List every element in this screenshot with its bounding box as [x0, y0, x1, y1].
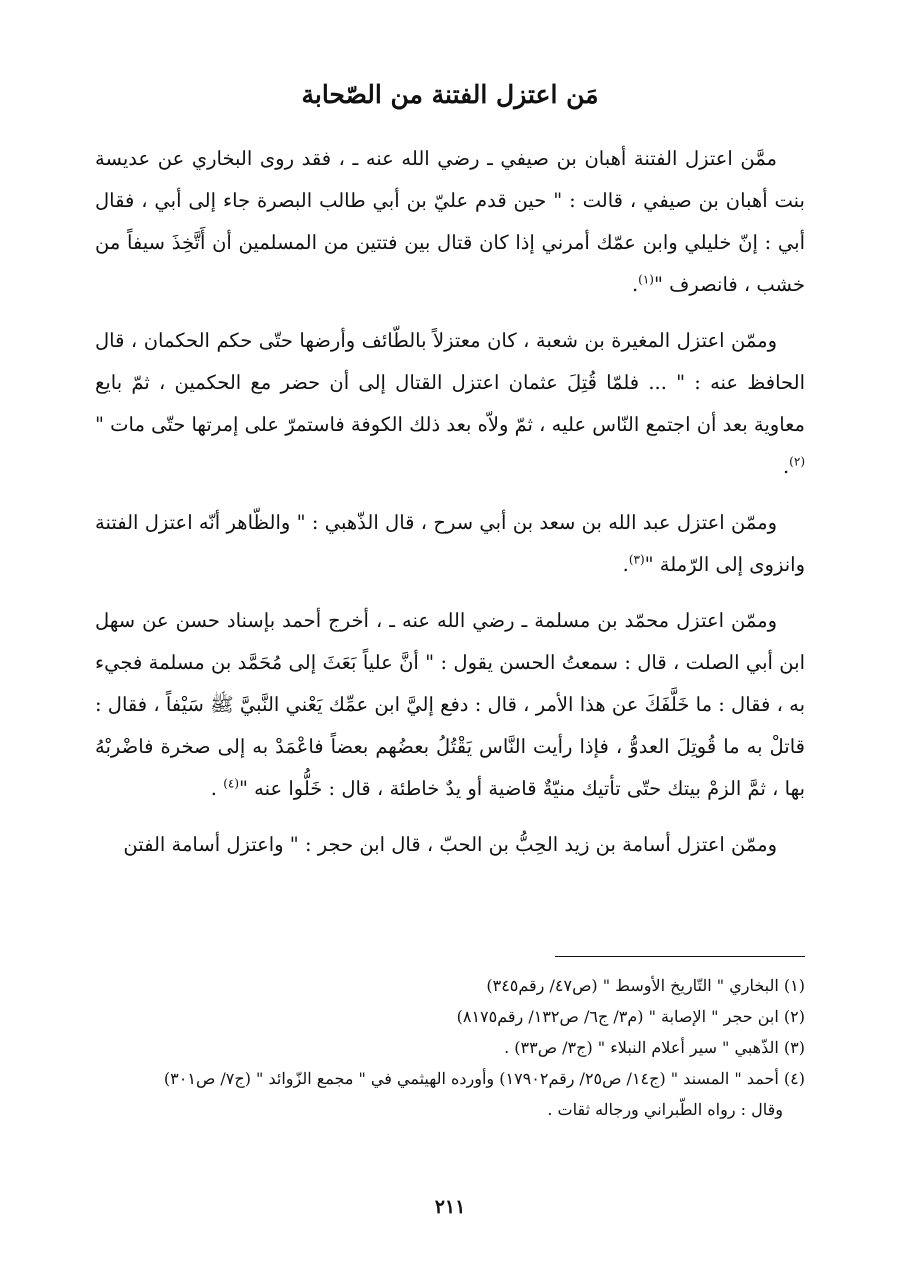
page: [95, 0, 805, 1271]
footnotes: [95, 970, 805, 1125]
footnote-4: (٤) أحمد " المسند " (ج١٤/ ص٢٥/ رقم١٧٩٠٢) وأورده الهيثمي في " مجمع الزّوائد " (ج٧/ ص٣٠١): [163, 1069, 805, 1088]
footnote-3: (٣) الذّهبي " سير أعلام النبلاء " (ج٣/ ص٣٣) .: [504, 1038, 805, 1057]
footnote-1: (١) البخاري " التّاريخ الأوسط " (ص٤٧/ رقم٣٤٥): [486, 976, 805, 995]
page-title: مَن اعتزل الفتنة من الصّحابة: [301, 80, 599, 109]
footnote-ref: (٢): [789, 454, 805, 469]
paragraph-4: [95, 600, 805, 810]
paragraph-3: [95, 502, 805, 586]
paragraph-2: [95, 320, 805, 488]
footnote-ref: (٤): [223, 776, 240, 791]
paragraph-5: [95, 824, 805, 866]
paragraph-tail: .: [622, 553, 629, 576]
paragraph-text: وممّن اعتزل أسامة بن زيد الحِبُّ بن الحبّ ، قال ابن حجر : " واعتزل أسامة الفتن: [123, 833, 777, 856]
footnote-ref: (١): [638, 272, 654, 287]
paragraph-text: وممّن اعتزل عبد الله بن سعد بن أبي سرح ، قال الذّهبي : " والظّاهر أنّه اعتزل الفتنة وانزوى إلى الرّملة ": [95, 511, 805, 576]
paragraph-text: ممَّن اعتزل الفتنة أهبان بن صيفي ـ رضي الله عنه ـ ، فقد روى البخاري عن عديسة بنت أهبان بن صيفي ، قالت : " حين قدم عليّ بن أبي طالب البصرة جاء إلى أبي ، فقال أبي : إنّ خليلي وابن عمّك أمرني إذا كان قتال بين فتتين من المسلمين أن أَتَّخِذَ سيفاً من خشب ، فانصرف ": [95, 147, 805, 296]
paragraph-text: وممّن اعتزل المغيرة بن شعبة ، كان معتزلاً بالطّائف وأرضها حتّى حكم الحكمان ، قال الحافظ عنه : " ... فلمّا قُتِلَ عثمان اعتزل القتال إلى أن حضر مع الحكمين ، ثمّ بايع معاوية بعد أن اجتمع النّاس عليه ، ثمّ ولاّه بعد ذلك الكوفة فاستمرّ على إمرتها حتّى مات ": [94, 329, 805, 436]
footnote-2: (٢) ابن حجر " الإصابة " (م٣/ ج٦/ ص١٣٢/ رقم٨١٧٥): [456, 1007, 805, 1026]
footnote-4-continuation: وقال : رواه الطّبراني ورجاله ثقات .: [547, 1100, 783, 1119]
footnote-ref: (٣): [628, 552, 645, 567]
page-number: ٢١١: [434, 1196, 466, 1218]
body-text: [95, 138, 805, 880]
paragraph-tail: .: [631, 273, 639, 296]
paragraph-tail: .: [210, 777, 224, 800]
paragraph-text: وممّن اعتزل محمّد بن مسلمة ـ رضي الله عنه ـ ، أخرج أحمد بإسناد حسن عن سهل ابن أبي الصلت ، قال : سمعتُ الحسن يقول : " أنَّ علياً بَعَثَ إلى مُحَمَّد بن مسلمة فجيء به ، فقال : ما خَلَّفَكَ عن هذا الأمر ، قال : دفع إليَّ ابن عمِّك يَعْني النَّبيَّ ﷺ سَيْفاً ، فقال : قاتلْ به ما قُوتِلَ العدوُّ ، فإذا رأيت النَّاس يَقْتُلُ بعضُهم بعضاً فاعْمَدْ به إلى صخرة فاضْربْهُ بها ، ثمَّ الزمْ بيتك حتّى تأتيك منيّةٌ قاضية أو يدٌ خاطئة ، قال : خَلُّوا عنه ": [95, 609, 805, 800]
paragraph-tail: .: [782, 455, 790, 478]
footnote-divider: [555, 956, 805, 957]
paragraph-1: [95, 138, 805, 306]
